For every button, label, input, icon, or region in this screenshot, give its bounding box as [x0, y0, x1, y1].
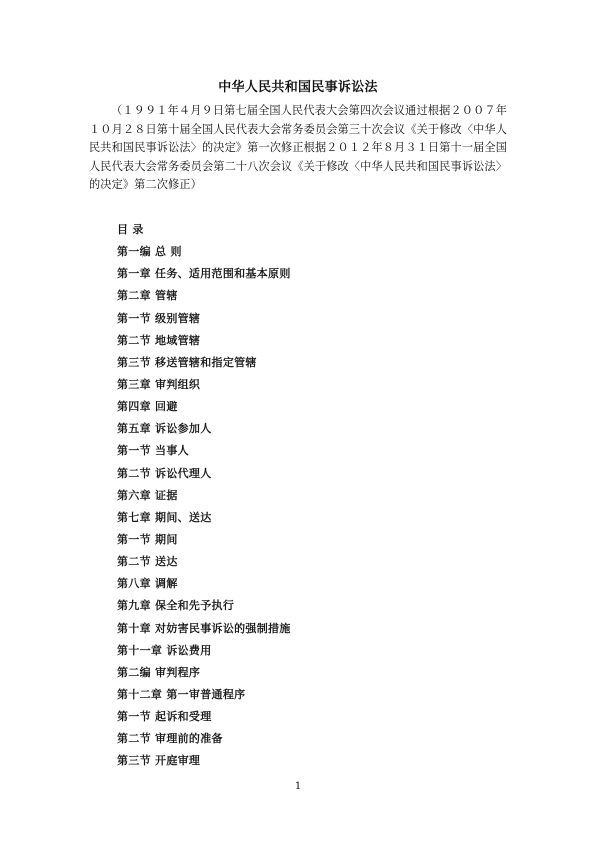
- toc-entry: 第一节 当事人: [117, 444, 189, 458]
- toc-entry: 第五章 诉讼参加人: [117, 422, 212, 436]
- toc-entry: 第二章 管辖: [117, 289, 178, 303]
- toc-entry: 第三章 审判组织: [117, 377, 201, 391]
- toc-entry: 第一编 总 则: [117, 245, 182, 259]
- toc-entry: 第二节 诉讼代理人: [117, 466, 212, 480]
- toc-entry: 第六章 证据: [117, 488, 178, 502]
- toc-entry: 第二编 审判程序: [117, 665, 201, 679]
- document-title: 中华人民共和国民事诉讼法: [218, 80, 378, 95]
- table-of-contents: [117, 219, 291, 773]
- toc-entry: 第七章 期间、送达: [117, 510, 212, 524]
- toc-entry: 第一节 级别管辖: [117, 311, 201, 325]
- page-number: 1: [294, 781, 302, 792]
- toc-entry: 第十章 对妨害民事诉讼的强制措施: [117, 621, 291, 635]
- toc-entry: 第一节 期间: [117, 532, 178, 546]
- toc-entry: 第一章 任务、适用范围和基本原则: [117, 267, 291, 281]
- toc-entry: 第四章 回避: [117, 400, 178, 414]
- toc-entry: 第十二章 第一审普通程序: [117, 687, 246, 701]
- toc-entry: 第八章 调解: [117, 577, 178, 591]
- toc-entry: 第九章 保全和先予执行: [117, 599, 235, 613]
- toc-entry: 第二节 审理前的准备: [117, 732, 223, 746]
- toc-entry: 第十一章 诉讼费用: [117, 643, 212, 657]
- toc-entry: 第二节 送达: [117, 555, 178, 569]
- toc-heading: 目 录: [117, 223, 144, 236]
- toc-entry: 第三节 开庭审理: [117, 754, 201, 768]
- document-preamble: （１９９１年４月９日第七届全国人民代表大会第四次会议通过根据２００７年１０月２８日第十届全国人民代表大会常务委员会第三十次会议《关于修改〈中华人民共和国民事诉讼法〉的决定》第一次修正根据２０１２年８月３１日第十一届全国人民代表大会常务委员会第二十八次会议《关于修改〈中华人民共和国民事诉讼法〉的决定》第二次修正）: [89, 104, 507, 192]
- toc-entry: 第二节 地域管辖: [117, 333, 201, 347]
- toc-entry: 第三节 移送管辖和指定管辖: [117, 355, 257, 369]
- toc-entry: 第一节 起诉和受理: [117, 710, 212, 724]
